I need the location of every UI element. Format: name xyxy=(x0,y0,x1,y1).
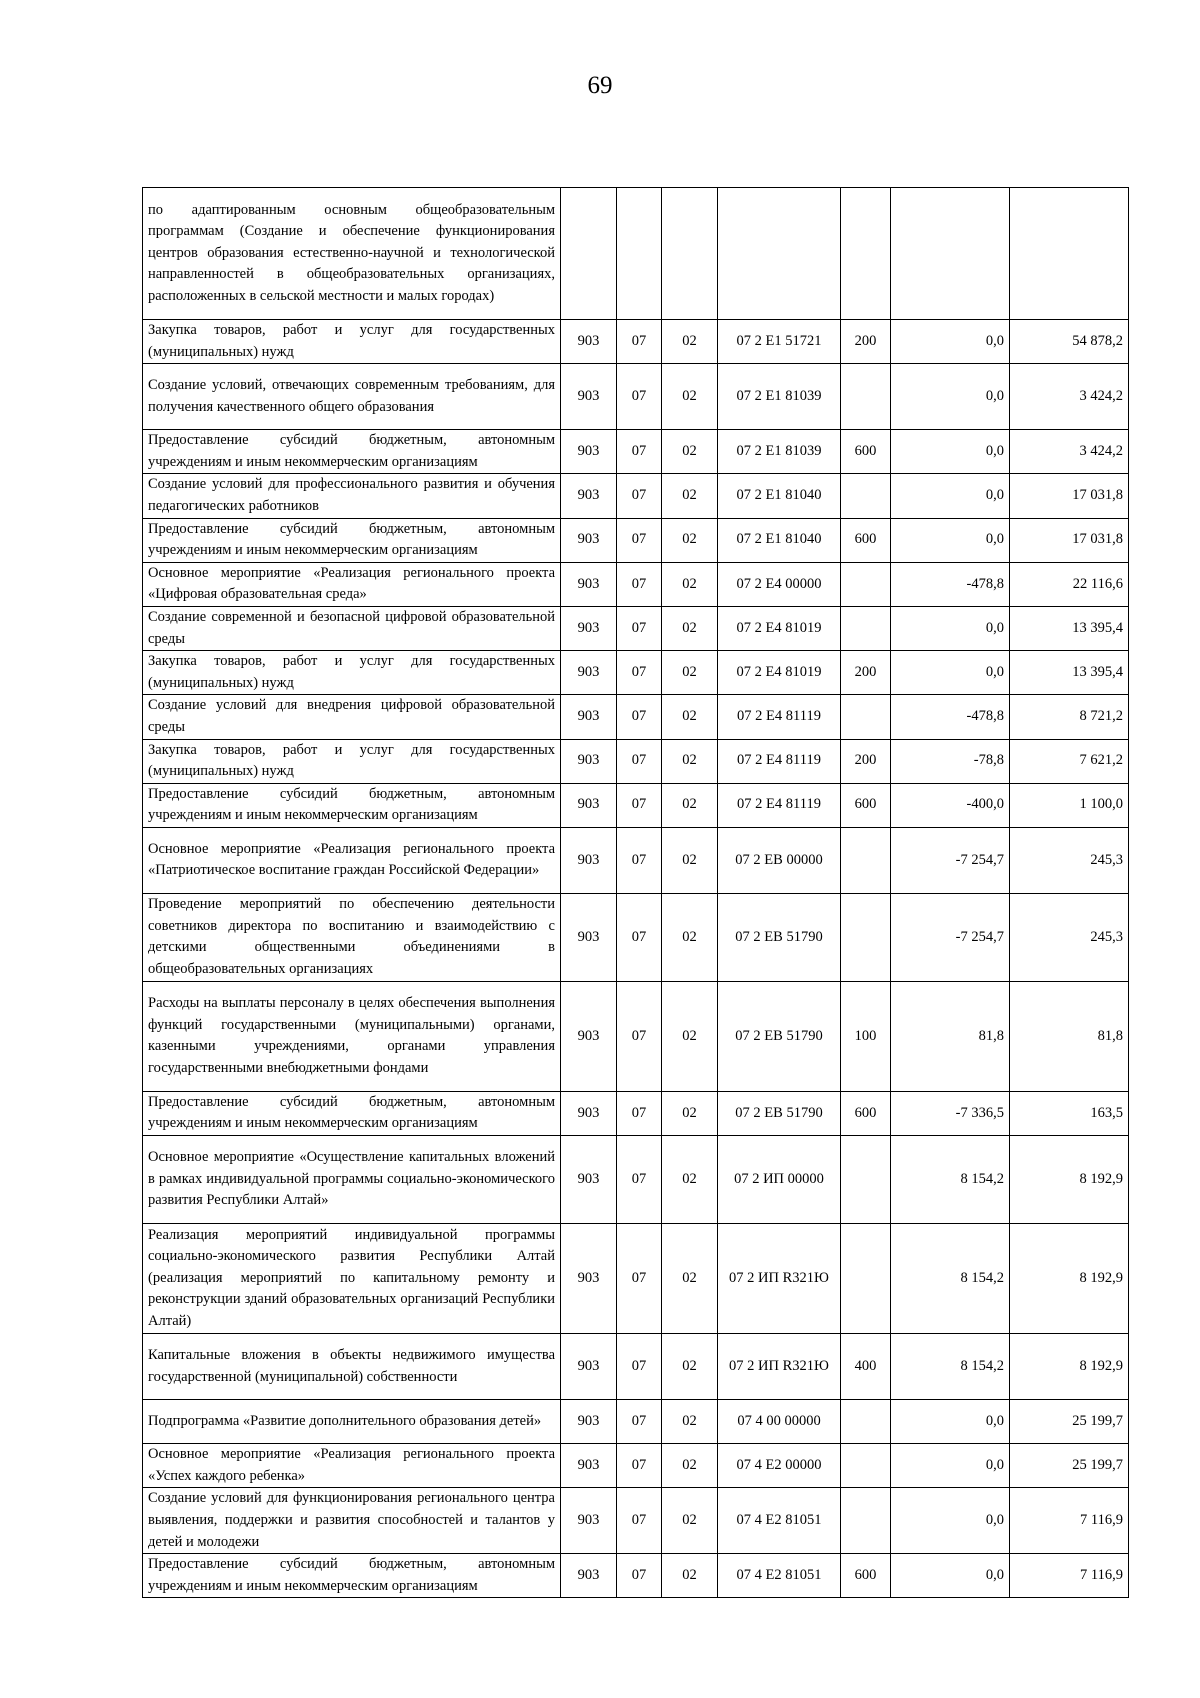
row-change-amount: 0,0 xyxy=(891,430,1010,474)
row-expense-type-code xyxy=(841,1136,891,1224)
row-expense-type-code: 600 xyxy=(841,783,891,827)
table-row xyxy=(143,1334,1129,1400)
row-expense-type-code: 100 xyxy=(841,981,891,1091)
row-subsection-code: 02 xyxy=(662,1444,718,1488)
row-target-article-code: 07 2 Е1 51721 xyxy=(718,320,841,364)
row-change-amount: 0,0 xyxy=(891,364,1010,430)
table-row xyxy=(143,1444,1129,1488)
row-target-article-code: 07 2 Е1 81039 xyxy=(718,430,841,474)
row-ved-code: 903 xyxy=(561,1091,617,1135)
row-target-article-code: 07 2 ЕВ 51790 xyxy=(718,981,841,1091)
table-row xyxy=(143,651,1129,695)
row-change-amount: -400,0 xyxy=(891,783,1010,827)
row-total-amount xyxy=(1010,188,1129,320)
row-expense-type-code: 600 xyxy=(841,1554,891,1598)
row-subsection-code: 02 xyxy=(662,1488,718,1554)
row-target-article-code: 07 2 Е4 00000 xyxy=(718,562,841,606)
row-change-amount: 8 154,2 xyxy=(891,1334,1010,1400)
row-change-amount: -7 336,5 xyxy=(891,1091,1010,1135)
row-subsection-code: 02 xyxy=(662,562,718,606)
row-total-amount: 17 031,8 xyxy=(1010,474,1129,518)
row-change-amount: -478,8 xyxy=(891,562,1010,606)
row-change-amount: 0,0 xyxy=(891,518,1010,562)
row-section-code: 07 xyxy=(617,1334,662,1400)
row-subsection-code: 02 xyxy=(662,893,718,981)
row-target-article-code: 07 4 Е2 81051 xyxy=(718,1554,841,1598)
row-ved-code: 903 xyxy=(561,1444,617,1488)
row-name: Закупка товаров, работ и услуг для государственных (муниципальных) нужд xyxy=(143,651,561,695)
row-name: Капитальные вложения в объекты недвижимого имущества государственной (муниципальной) собственности xyxy=(143,1334,561,1400)
row-name: Подпрограмма «Развитие дополнительного образования детей» xyxy=(143,1400,561,1444)
row-total-amount: 3 424,2 xyxy=(1010,430,1129,474)
row-expense-type-code: 400 xyxy=(841,1334,891,1400)
row-name: Проведение мероприятий по обеспечению деятельности советников директора по воспитанию и взаимодействию с детскими общественными объединениями в общеобразовательных организациях xyxy=(143,893,561,981)
row-expense-type-code xyxy=(841,893,891,981)
row-expense-type-code xyxy=(841,695,891,739)
row-total-amount: 17 031,8 xyxy=(1010,518,1129,562)
row-change-amount: 8 154,2 xyxy=(891,1224,1010,1334)
table-row xyxy=(143,606,1129,650)
row-total-amount: 8 192,9 xyxy=(1010,1224,1129,1334)
row-target-article-code: 07 2 Е4 81119 xyxy=(718,695,841,739)
row-section-code: 07 xyxy=(617,651,662,695)
row-ved-code: 903 xyxy=(561,1554,617,1598)
row-target-article-code: 07 2 ИП 00000 xyxy=(718,1136,841,1224)
row-subsection-code: 02 xyxy=(662,1400,718,1444)
row-subsection-code: 02 xyxy=(662,320,718,364)
row-name: Закупка товаров, работ и услуг для государственных (муниципальных) нужд xyxy=(143,320,561,364)
row-change-amount: -7 254,7 xyxy=(891,827,1010,893)
row-name: Расходы на выплаты персоналу в целях обеспечения выполнения функций государственными (муниципальными) органами, казенными учреждениями, органами управления государственными внебюджетными фондами xyxy=(143,981,561,1091)
row-name: Реализация мероприятий индивидуальной программы социально-экономического развития Республики Алтай (реализация мероприятий по капитальному ремонту и реконструкции зданий образовательных организаций Республики Алтай) xyxy=(143,1224,561,1334)
row-expense-type-code: 600 xyxy=(841,1091,891,1135)
row-section-code: 07 xyxy=(617,1400,662,1444)
page-number: 69 xyxy=(587,72,613,99)
table-row xyxy=(143,981,1129,1091)
row-subsection-code: 02 xyxy=(662,1224,718,1334)
table-row xyxy=(143,430,1129,474)
row-subsection-code: 02 xyxy=(662,474,718,518)
row-target-article-code: 07 4 00 00000 xyxy=(718,1400,841,1444)
row-name: Создание условий для внедрения цифровой образовательной среды xyxy=(143,695,561,739)
row-name: по адаптированным основным общеобразовательным программам (Создание и обеспечение функционирования центров образования естественно-научной и технологической направленностей в общеобразовательных организациях, расположенных в сельской местности и малых городах) xyxy=(143,188,561,320)
row-expense-type-code xyxy=(841,1444,891,1488)
row-subsection-code: 02 xyxy=(662,783,718,827)
row-ved-code: 903 xyxy=(561,1224,617,1334)
row-ved-code: 903 xyxy=(561,606,617,650)
row-change-amount: -7 254,7 xyxy=(891,893,1010,981)
table-row xyxy=(143,562,1129,606)
row-target-article-code: 07 2 ЕВ 51790 xyxy=(718,1091,841,1135)
row-change-amount: 0,0 xyxy=(891,1444,1010,1488)
row-section-code: 07 xyxy=(617,1554,662,1598)
row-total-amount: 1 100,0 xyxy=(1010,783,1129,827)
row-target-article-code: 07 2 Е4 81119 xyxy=(718,739,841,783)
row-target-article-code xyxy=(718,188,841,320)
row-subsection-code: 02 xyxy=(662,1136,718,1224)
row-change-amount xyxy=(891,188,1010,320)
table-row xyxy=(143,188,1129,320)
row-target-article-code: 07 4 Е2 00000 xyxy=(718,1444,841,1488)
row-subsection-code xyxy=(662,188,718,320)
row-ved-code: 903 xyxy=(561,1136,617,1224)
table-row xyxy=(143,827,1129,893)
row-change-amount: 81,8 xyxy=(891,981,1010,1091)
row-subsection-code: 02 xyxy=(662,827,718,893)
row-total-amount: 7 621,2 xyxy=(1010,739,1129,783)
row-expense-type-code xyxy=(841,1224,891,1334)
table-row xyxy=(143,1400,1129,1444)
row-name: Предоставление субсидий бюджетным, автономным учреждениям и иным некоммерческим организациям xyxy=(143,518,561,562)
row-target-article-code: 07 2 ЕВ 51790 xyxy=(718,893,841,981)
table-body xyxy=(143,188,1129,1598)
row-change-amount: 0,0 xyxy=(891,651,1010,695)
row-name: Предоставление субсидий бюджетным, автономным учреждениям и иным некоммерческим организациям xyxy=(143,1091,561,1135)
row-total-amount: 245,3 xyxy=(1010,827,1129,893)
row-subsection-code: 02 xyxy=(662,651,718,695)
row-subsection-code: 02 xyxy=(662,364,718,430)
row-change-amount: 0,0 xyxy=(891,1400,1010,1444)
row-ved-code: 903 xyxy=(561,1400,617,1444)
row-ved-code: 903 xyxy=(561,695,617,739)
row-change-amount: -478,8 xyxy=(891,695,1010,739)
row-subsection-code: 02 xyxy=(662,430,718,474)
row-change-amount: 0,0 xyxy=(891,1488,1010,1554)
row-subsection-code: 02 xyxy=(662,1091,718,1135)
row-target-article-code: 07 2 Е4 81119 xyxy=(718,783,841,827)
row-section-code: 07 xyxy=(617,606,662,650)
row-expense-type-code: 600 xyxy=(841,518,891,562)
row-ved-code xyxy=(561,188,617,320)
row-total-amount: 22 116,6 xyxy=(1010,562,1129,606)
row-section-code xyxy=(617,188,662,320)
row-section-code: 07 xyxy=(617,1488,662,1554)
row-total-amount: 163,5 xyxy=(1010,1091,1129,1135)
row-name: Предоставление субсидий бюджетным, автономным учреждениям и иным некоммерческим организациям xyxy=(143,1554,561,1598)
table-row xyxy=(143,893,1129,981)
row-change-amount: 8 154,2 xyxy=(891,1136,1010,1224)
row-ved-code: 903 xyxy=(561,320,617,364)
table-row xyxy=(143,783,1129,827)
table-row xyxy=(143,1488,1129,1554)
row-total-amount: 13 395,4 xyxy=(1010,651,1129,695)
row-expense-type-code xyxy=(841,364,891,430)
row-section-code: 07 xyxy=(617,562,662,606)
row-total-amount: 25 199,7 xyxy=(1010,1400,1129,1444)
row-expense-type-code: 200 xyxy=(841,320,891,364)
row-ved-code: 903 xyxy=(561,364,617,430)
row-expense-type-code xyxy=(841,562,891,606)
row-name: Основное мероприятие «Осуществление капитальных вложений в рамках индивидуальной программы социально-экономического развития Республики Алтай» xyxy=(143,1136,561,1224)
row-ved-code: 903 xyxy=(561,1488,617,1554)
table-row xyxy=(143,320,1129,364)
row-name: Основное мероприятие «Реализация регионального проекта «Патриотическое воспитание граждан Российской Федерации» xyxy=(143,827,561,893)
row-expense-type-code xyxy=(841,474,891,518)
row-total-amount: 7 116,9 xyxy=(1010,1554,1129,1598)
row-subsection-code: 02 xyxy=(662,606,718,650)
row-total-amount: 8 192,9 xyxy=(1010,1136,1129,1224)
row-name: Основное мероприятие «Реализация регионального проекта «Цифровая образовательная среда» xyxy=(143,562,561,606)
row-expense-type-code: 200 xyxy=(841,651,891,695)
table-row xyxy=(143,1091,1129,1135)
row-section-code: 07 xyxy=(617,981,662,1091)
row-change-amount: 0,0 xyxy=(891,474,1010,518)
row-section-code: 07 xyxy=(617,893,662,981)
row-target-article-code: 07 4 Е2 81051 xyxy=(718,1488,841,1554)
row-section-code: 07 xyxy=(617,1091,662,1135)
row-section-code: 07 xyxy=(617,739,662,783)
row-target-article-code: 07 2 ИП R321Ю xyxy=(718,1224,841,1334)
row-target-article-code: 07 2 Е1 81040 xyxy=(718,474,841,518)
row-total-amount: 13 395,4 xyxy=(1010,606,1129,650)
row-total-amount: 8 192,9 xyxy=(1010,1334,1129,1400)
row-expense-type-code xyxy=(841,606,891,650)
row-total-amount: 25 199,7 xyxy=(1010,1444,1129,1488)
row-subsection-code: 02 xyxy=(662,981,718,1091)
row-section-code: 07 xyxy=(617,1136,662,1224)
row-subsection-code: 02 xyxy=(662,518,718,562)
row-target-article-code: 07 2 ЕВ 00000 xyxy=(718,827,841,893)
row-name: Предоставление субсидий бюджетным, автономным учреждениям и иным некоммерческим организациям xyxy=(143,430,561,474)
row-expense-type-code xyxy=(841,1488,891,1554)
row-ved-code: 903 xyxy=(561,783,617,827)
row-total-amount: 3 424,2 xyxy=(1010,364,1129,430)
table-row xyxy=(143,1554,1129,1598)
row-ved-code: 903 xyxy=(561,474,617,518)
row-total-amount: 54 878,2 xyxy=(1010,320,1129,364)
row-expense-type-code: 200 xyxy=(841,739,891,783)
row-ved-code: 903 xyxy=(561,518,617,562)
row-change-amount: 0,0 xyxy=(891,320,1010,364)
row-target-article-code: 07 2 Е1 81040 xyxy=(718,518,841,562)
row-subsection-code: 02 xyxy=(662,1334,718,1400)
row-total-amount: 81,8 xyxy=(1010,981,1129,1091)
row-section-code: 07 xyxy=(617,518,662,562)
table-row xyxy=(143,364,1129,430)
budget-table xyxy=(142,187,1129,1598)
row-expense-type-code xyxy=(841,827,891,893)
row-name: Создание условий для профессионального развития и обучения педагогических работников xyxy=(143,474,561,518)
row-target-article-code: 07 2 Е4 81019 xyxy=(718,606,841,650)
row-total-amount: 7 116,9 xyxy=(1010,1488,1129,1554)
row-name: Создание условий для функционирования регионального центра выявления, поддержки и развития способностей и талантов у детей и молодежи xyxy=(143,1488,561,1554)
row-name: Предоставление субсидий бюджетным, автономным учреждениям и иным некоммерческим организациям xyxy=(143,783,561,827)
row-section-code: 07 xyxy=(617,1224,662,1334)
row-ved-code: 903 xyxy=(561,430,617,474)
row-expense-type-code: 600 xyxy=(841,430,891,474)
row-target-article-code: 07 2 Е4 81019 xyxy=(718,651,841,695)
table-row xyxy=(143,739,1129,783)
row-name: Создание современной и безопасной цифровой образовательной среды xyxy=(143,606,561,650)
row-section-code: 07 xyxy=(617,783,662,827)
row-subsection-code: 02 xyxy=(662,739,718,783)
row-ved-code: 903 xyxy=(561,827,617,893)
row-change-amount: 0,0 xyxy=(891,606,1010,650)
row-name: Закупка товаров, работ и услуг для государственных (муниципальных) нужд xyxy=(143,739,561,783)
row-section-code: 07 xyxy=(617,695,662,739)
row-ved-code: 903 xyxy=(561,739,617,783)
row-ved-code: 903 xyxy=(561,562,617,606)
table-row xyxy=(143,518,1129,562)
row-total-amount: 245,3 xyxy=(1010,893,1129,981)
row-target-article-code: 07 2 ИП R321Ю xyxy=(718,1334,841,1400)
row-ved-code: 903 xyxy=(561,1334,617,1400)
row-subsection-code: 02 xyxy=(662,1554,718,1598)
table-row xyxy=(143,1136,1129,1224)
table-row xyxy=(143,474,1129,518)
row-ved-code: 903 xyxy=(561,981,617,1091)
row-name: Создание условий, отвечающих современным требованиям, для получения качественного общего образования xyxy=(143,364,561,430)
row-section-code: 07 xyxy=(617,320,662,364)
row-change-amount: -78,8 xyxy=(891,739,1010,783)
row-section-code: 07 xyxy=(617,364,662,430)
row-expense-type-code xyxy=(841,1400,891,1444)
row-section-code: 07 xyxy=(617,827,662,893)
row-expense-type-code xyxy=(841,188,891,320)
row-section-code: 07 xyxy=(617,430,662,474)
table-row xyxy=(143,1224,1129,1334)
row-change-amount: 0,0 xyxy=(891,1554,1010,1598)
row-section-code: 07 xyxy=(617,474,662,518)
row-ved-code: 903 xyxy=(561,651,617,695)
row-name: Основное мероприятие «Реализация регионального проекта «Успех каждого ребенка» xyxy=(143,1444,561,1488)
row-section-code: 07 xyxy=(617,1444,662,1488)
row-total-amount: 8 721,2 xyxy=(1010,695,1129,739)
row-subsection-code: 02 xyxy=(662,695,718,739)
row-target-article-code: 07 2 Е1 81039 xyxy=(718,364,841,430)
row-ved-code: 903 xyxy=(561,893,617,981)
table-row xyxy=(143,695,1129,739)
